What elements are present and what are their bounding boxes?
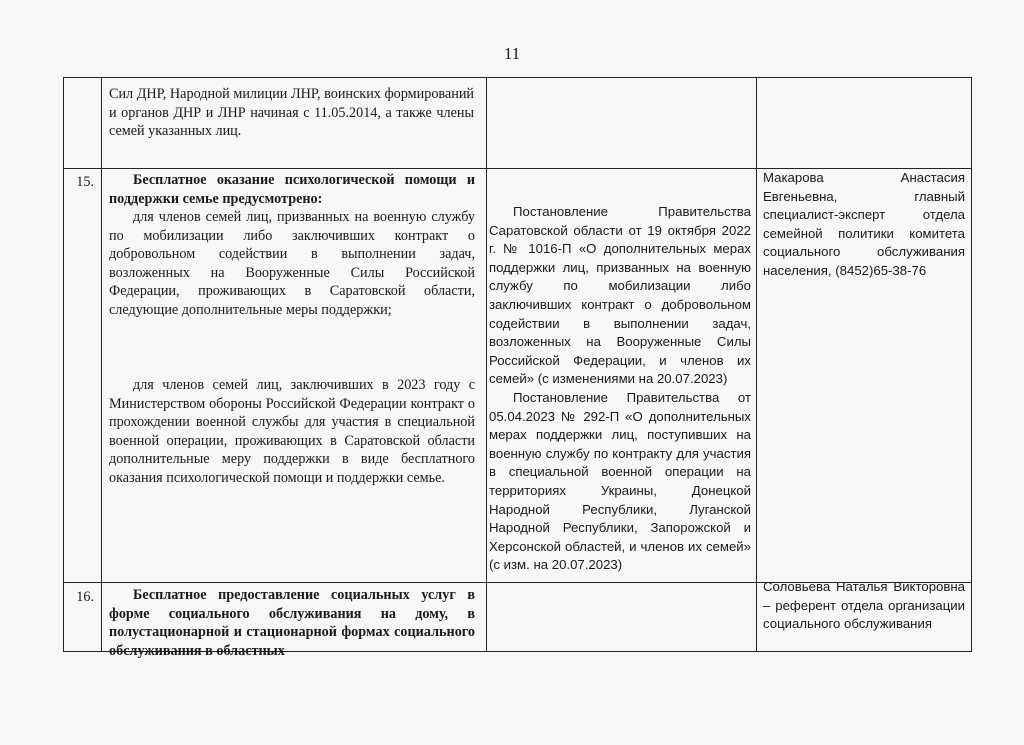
row-title: Бесплатное предоставление социальных услуг в форме социального обслуживания на дому, в полустационарной и стационарной формах социального обслуживания в областных xyxy=(109,587,475,659)
row-description-second: для членов семей лиц, заключивших в 2023 году с Министерством обороны Российской Федерации контракт о прохождении военной службы для участия в специальной военной операции, проживающих в Саратовской области дополнительные меру поддержки в виде бесплатного оказания психологической помощи и поддержки семье. xyxy=(109,377,475,486)
row-title: Бесплатное оказание психологической помощи и поддержки семье предусмотрено: xyxy=(109,172,475,207)
row-number: 16. xyxy=(76,589,94,605)
table-border-left xyxy=(63,77,64,652)
row-description: Бесплатное оказание психологической помощи и поддержки семье предусмотрено: для членов семей лиц, призванных на военную службу по мобилизации либо заключивших контракт о добровольном содействии в выполнении задач, возложенных на Вооруженные Силы Российской Федерации, проживающих в Саратовской области, следующие дополнительные меры поддержки; xyxy=(109,172,475,318)
row-description: Сил ДНР, Народной милиции ЛНР, воинских формирований и органов ДНР и ЛНР начиная с 11.05.2014, а также члены семей указанных лиц. xyxy=(109,86,474,139)
table-border-right xyxy=(971,77,972,652)
table-border-top xyxy=(63,77,971,78)
page-number: 11 xyxy=(503,44,521,63)
row-number: 15. xyxy=(76,174,94,190)
legal-basis: Постановление Правительства Саратовской области от 19 октября 2022 г. № 1016-П «О дополнительных мерах поддержки лиц, призванных на военную службу по мобилизации либо заключивших контракт о добровольном содействии в выполнении задач, возложенных на Вооруженные Силы Российской Федерации, и членов их семей» (с изменениями на 20.07.2023) Постановление Правительства от 05.04.2023 № 292-П «О дополнительных мерах поддержки лиц, поступивших на военную службу по контракту для участия в специальной военной операции на территориях Украины, Донецкой Народной Республики, Луганской Народной Республики, Запорожской и Херсонской областей, и членов их семей» (с изм. на 20.07.2023) xyxy=(489,204,751,573)
contact-person: Макарова Анастасия Евгеньевна, главный специалист-эксперт отдела семейной политики комитета социального обслуживания населения, (8452)65-38-76 xyxy=(763,170,965,278)
contact-person: Соловьева Наталья Викторовна – референт отдела организации социального обслуживания xyxy=(763,579,965,632)
column-divider xyxy=(486,77,487,652)
column-divider xyxy=(101,77,102,652)
column-divider xyxy=(756,77,757,652)
